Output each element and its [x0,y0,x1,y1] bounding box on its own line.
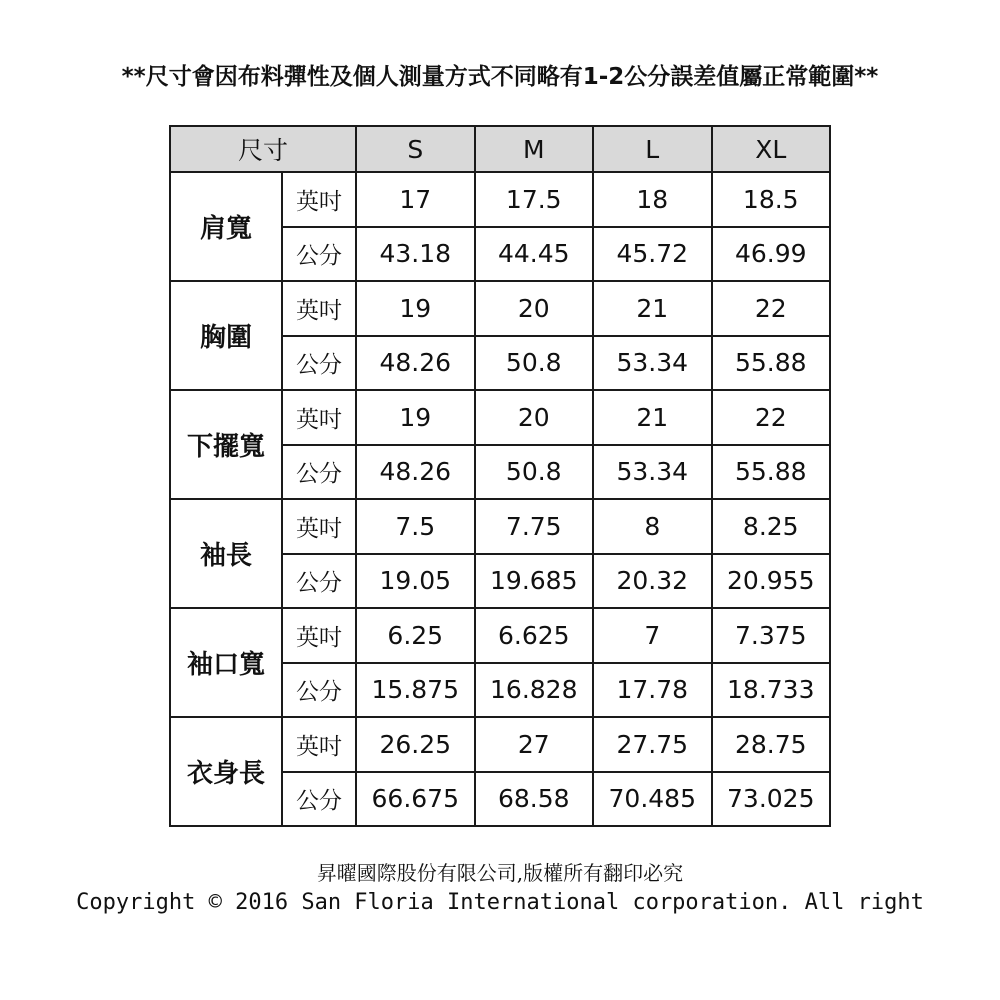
table-row [170,608,830,663]
table-header-row [170,126,830,172]
value-cell: 53.34 [593,445,712,500]
value-cell: 66.675 [356,772,475,827]
value-cell: 26.25 [356,717,475,772]
table-row [170,172,830,227]
value-cell: 19 [356,281,475,336]
value-cell: 45.72 [593,227,712,282]
value-cell: 18.733 [712,663,831,718]
measure-label: 袖長 [170,499,282,608]
value-cell: 7.375 [712,608,831,663]
table-row [170,499,830,554]
value-cell: 43.18 [356,227,475,282]
value-cell: 21 [593,281,712,336]
value-cell: 68.58 [475,772,594,827]
value-cell: 19.685 [475,554,594,609]
unit-label-cm: 公分 [282,227,356,282]
unit-label-cm: 公分 [282,336,356,391]
value-cell: 16.828 [475,663,594,718]
value-cell: 73.025 [712,772,831,827]
value-cell: 27 [475,717,594,772]
value-cell: 20 [475,390,594,445]
value-cell: 20.32 [593,554,712,609]
measure-label: 袖口寬 [170,608,282,717]
value-cell: 8.25 [712,499,831,554]
value-cell: 21 [593,390,712,445]
table-row [170,717,830,772]
measure-label: 肩寬 [170,172,282,281]
value-cell: 70.485 [593,772,712,827]
unit-label-inch: 英吋 [282,390,356,445]
unit-label-inch: 英吋 [282,717,356,772]
value-cell: 28.75 [712,717,831,772]
size-table [169,125,831,827]
value-cell: 7.75 [475,499,594,554]
measure-label: 下擺寬 [170,390,282,499]
value-cell: 18 [593,172,712,227]
copyright-notice: Copyright © 2016 San Floria International corporation. All right [76,890,924,915]
unit-label-inch: 英吋 [282,172,356,227]
value-cell: 22 [712,390,831,445]
value-cell: 19 [356,390,475,445]
size-header-l: L [593,126,712,172]
value-cell: 55.88 [712,445,831,500]
value-cell: 18.5 [712,172,831,227]
value-cell: 6.625 [475,608,594,663]
table-row [170,281,830,336]
measure-label: 衣身長 [170,717,282,826]
measure-label: 胸圍 [170,281,282,390]
value-cell: 8 [593,499,712,554]
unit-label-inch: 英吋 [282,608,356,663]
value-cell: 17.5 [475,172,594,227]
value-cell: 17 [356,172,475,227]
value-cell: 50.8 [475,336,594,391]
value-cell: 46.99 [712,227,831,282]
value-cell: 44.45 [475,227,594,282]
size-header-m: M [475,126,594,172]
unit-label-cm: 公分 [282,772,356,827]
size-header-s: S [356,126,475,172]
value-cell: 48.26 [356,445,475,500]
unit-label-cm: 公分 [282,554,356,609]
company-rights-notice: 昇曜國際股份有限公司,版權所有翻印必究 [316,861,684,885]
value-cell: 22 [712,281,831,336]
value-cell: 20 [475,281,594,336]
value-cell: 15.875 [356,663,475,718]
value-cell: 6.25 [356,608,475,663]
value-cell: 17.78 [593,663,712,718]
table-row [170,390,830,445]
value-cell: 7 [593,608,712,663]
value-cell: 53.34 [593,336,712,391]
unit-label-cm: 公分 [282,663,356,718]
unit-label-inch: 英吋 [282,499,356,554]
measurement-notice: **尺寸會因布料彈性及個人測量方式不同略有1-2公分誤差值屬正常範圍** [121,64,879,90]
size-header-label: 尺寸 [170,126,356,172]
value-cell: 48.26 [356,336,475,391]
size-header-xl: XL [712,126,831,172]
unit-label-inch: 英吋 [282,281,356,336]
value-cell: 50.8 [475,445,594,500]
unit-label-cm: 公分 [282,445,356,500]
value-cell: 19.05 [356,554,475,609]
value-cell: 27.75 [593,717,712,772]
value-cell: 20.955 [712,554,831,609]
value-cell: 55.88 [712,336,831,391]
value-cell: 7.5 [356,499,475,554]
